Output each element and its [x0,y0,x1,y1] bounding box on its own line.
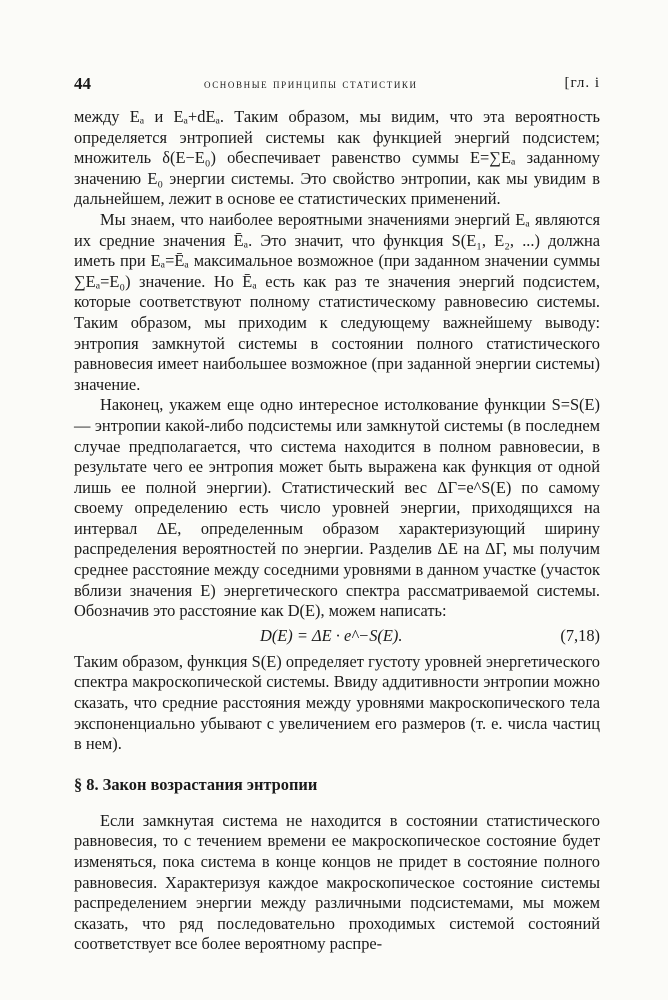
paragraph-2: Мы знаем, что наиболее вероятными значениями энергий Eₐ являются их средние значения Ēₐ. Это значит, что функция S(E₁, E₂, ...) должна иметь при Eₐ=Ēₐ максимальное возможное (при заданном значении суммы ∑Eₐ=E₀) значение. Но Ēₐ есть как раз те значения энергий подсистем, которые соответствуют полному статистическому равновесию системы. Таким образом, мы приходим к следующему важнейшему выводу: энтропия замкнутой системы в состоянии полного статистического равновесия имеет наибольшее возможное (при заданной энергии системы) значение. [74,209,600,394]
equation-formula: D(E) = ΔE · e^−S(E). [260,625,403,645]
page-body [74,107,600,955]
paragraph-4: Таким образом, функция S(E) определяет густоту уровней энергетического спектра макроскопической системы. Ввиду аддитивности энтропии можно сказать, что средние расстояния между уровнями макроскопического тела экспоненциально убывают с увеличением его размеров (т. е. числа частиц в нем). [74,651,600,754]
paragraph-3: Наконец, укажем еще одно интересное истолкование функции S=S(E) — энтропии какой-либо подсистемы или замкнутой системы (в последнем случае предполагается, что система находится в полном равновесии, в результате чего ее энтропия может быть выражена как функция от одной лишь ее полной энергии). Статистический вес ΔΓ=e^S(E) по самому своему определению есть число уровней энергии, приходящихся на интервал ΔE, определенным образом характеризующий ширину распределения вероятностей по энергии. Разделив ΔE на ΔΓ, мы получим среднее расстояние между соседними уровнями в данном участке (участок вблизи значения E) энергетического спектра рассматриваемой системы. Обозначив это расстояние как D(E), можем написать: [74,395,600,621]
section-heading: § 8. Закон возрастания энтропии [74,774,318,794]
paragraph-5: Если замкнутая система не находится в состоянии статистического равновесия, то с течением времени ее макроскопическое состояние будет изменяться, пока система в конце концов не придет в состояние полного равновесия. Характеризуя каждое макроскопическое состояние системы распределением энергии между различными подсистемами, мы можем сказать, что ряд последовательно проходимых системой состояний соответствует все более вероятному распре- [74,810,600,954]
running-title: основные принципы статистики [204,77,418,91]
page-number: 44 [74,74,91,93]
equation-number: (7,18) [560,625,600,645]
chapter-marker: [гл. i [564,75,600,91]
page-header [74,74,600,98]
paragraph-1: между Eₐ и Eₐ+dEₐ. Таким образом, мы видим, что эта вероятность определяется энтропией системы как функцией энергий подсистем; множитель δ(E−E₀) обеспечивает равенство суммы E=∑Eₐ заданному значению E₀ энергии системы. Это свойство энтропии, как мы увидим в дальнейшем, лежит в основе ее статистических применений. [74,107,600,209]
equation-7-18 [74,623,600,649]
